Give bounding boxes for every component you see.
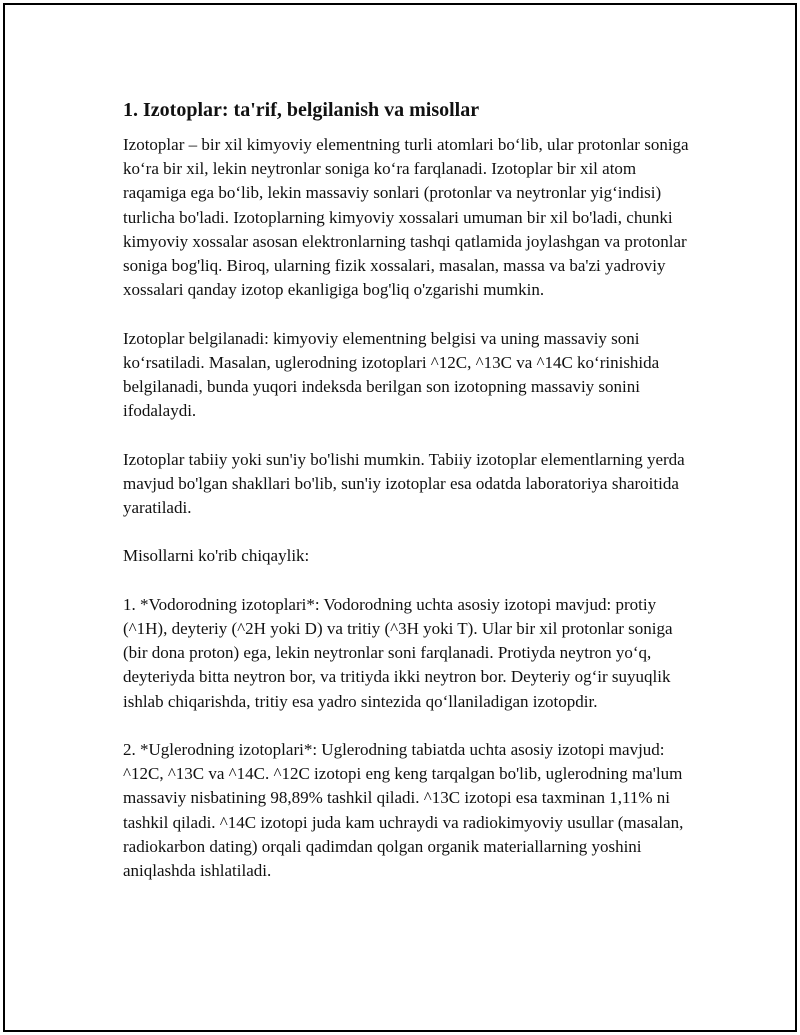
page-frame xyxy=(3,3,797,1032)
paragraph-hydrogen-example: 1. *Vodorodning izotoplari*: Vodorodning uchta asosiy izotopi mavjud: protiy (^1H), deyteriy (^2H yoki D) va tritiy (^3H yoki T). Ular bir xil protonlar soniga (bir dona proton) ega, lekin neytronlar soni farqlanadi. Protiyda neytron yo‘q, deyteriyda bitta neytron bor, va tritiyda ikki neytron bor. Deyteriy og‘ir suyuqlik ishlab chiqarishda, tritiy esa yadro sintezida qo‘llaniladigan izotopdir. xyxy=(123,594,673,711)
paragraph-definition: Izotoplar – bir xil kimyoviy elementning turli atomlari bo‘lib, ular protonlar soniga ko‘ra bir xil, lekin neytronlar soniga ko‘ra farqlanadi. Izotoplar bir xil atom raqamiga ega bo‘lib, lekin massaviy sonlari (protonlar va neytronlar yig‘indisi) turlicha bo'ladi. Izotoplarning kimyoviy xossalari umuman bir xil bo'ladi, chunki kimyoviy xossalar asosan elektronlarning tashqi qatlamida joylashgan va protonlar soniga bog'liq. Biroq, ularning fizik xossalari, masalan, massa va ba'zi yadroviy xossalari qanday izotop ekanligiga bog'liq o'zgarishi mumkin. xyxy=(123,135,689,300)
document-body xyxy=(120,97,700,907)
paragraph-notation: Izotoplar belgilanadi: kimyoviy elementning belgisi va uning massaviy soni ko‘rsatiladi. Masalan, uglerodning izotoplari ^12C, ^13C va ^14C ko‘rinishida belgilanadi, bunda yuqori indeksda berilgan son izotopning massaviy sonini ifodalaydi. xyxy=(123,328,660,421)
document-heading: 1. Izotoplar: ta'rif, belgilanish va misollar xyxy=(123,99,480,121)
paragraph-examples-intro: Misollarni ko'rib chiqaylik: xyxy=(123,546,310,566)
paragraph-natural-artificial: Izotoplar tabiiy yoki sun'iy bo'lishi mumkin. Tabiiy izotoplar elementlarning yerda mavjud bo'lgan shakllari bo'lib, sun'iy izotoplar esa odatda laboratoriya sharoitida yaratiladi. xyxy=(123,449,685,518)
paragraph-carbon-example: 2. *Uglerodning izotoplari*: Uglerodning tabiatda uchta asosiy izotopi mavjud: ^12C, ^13C va ^14C. ^12C izotopi eng keng tarqalgan bo'lib, uglerodning ma'lum massaviy nisbatining 98,89% tashkil qiladi. ^13C izotopi esa taxminan 1,11% ni tashkil qiladi. ^14C izotopi juda kam uchraydi va radiokimyoviy usullar (masalan, radiokarbon dating) orqali qadimdan qolgan organik materiallarning yoshini aniqlashda ishlatiladi. xyxy=(123,740,684,881)
